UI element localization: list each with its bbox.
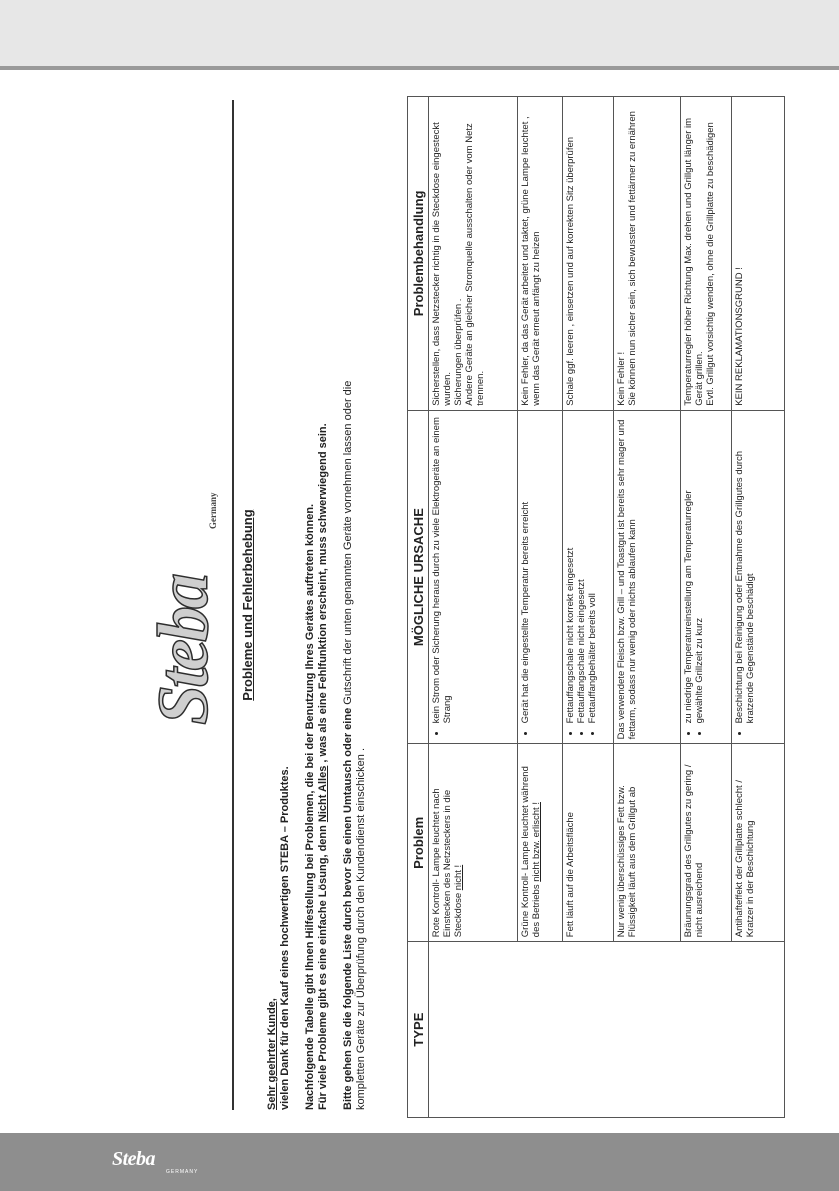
fix-cell	[681, 97, 732, 411]
footer-logo	[112, 1148, 202, 1174]
fix-cell	[732, 97, 785, 411]
fix-cell	[563, 97, 614, 411]
problem-cell	[732, 744, 785, 942]
problem-cell	[614, 744, 681, 942]
cause-item: • gewählte Grillzeit zu kurz	[694, 415, 705, 724]
nicht-alles: Nicht Alles	[317, 765, 329, 823]
problem-cell	[681, 744, 732, 942]
intro3-normal: Gutschrift der unten genannten Geräte vornehmen lassen oder die	[342, 380, 354, 708]
intro-line-2	[317, 100, 330, 1110]
cause-item: • Beschichtung bei Reinigung oder Entnahme des Grillgutes durch kratzende Gegenstände beschädigt	[734, 415, 756, 724]
logo-wordmark: Steba	[143, 575, 223, 725]
problem-cell	[518, 744, 563, 942]
thanks-line: vielen Dank für den Kauf eines hochwertigen STEBA – Produktes.	[279, 766, 291, 1110]
fix-line: Sicherungen überprüfen .	[453, 298, 464, 406]
problem-text: Grüne Kontroll- Lampe leuchtet während des Betriebs	[520, 766, 542, 938]
footer-wordmark: Steba	[112, 1148, 156, 1170]
salutation: Sehr geehrter Kunde,	[266, 998, 278, 1110]
header-type: TYPE	[408, 942, 429, 1118]
table-header-row	[408, 97, 429, 1118]
fix-line: KEIN REKLAMATIONSGRUND !	[734, 267, 745, 406]
top-bar	[0, 0, 839, 66]
troubleshooting-table	[407, 96, 785, 1118]
fix-line: Schale ggf. leeren , einsetzen und auf korrekten Sitz überprüfen	[565, 136, 576, 406]
cause-text: Das verwendete Fleisch bzw. Grill – und Toastgut ist bereits sehr mager und fettarm, sodass nur wenig oder nichts ablaufen kann	[616, 419, 638, 740]
problem-cell	[563, 744, 614, 942]
fix-line: Evtl. Grillgut vorsichtig wenden, ohne die Grillplatte zu beschädigen	[705, 122, 716, 406]
cause-item: • Fettauffangschale nicht korrekt eingesetzt	[565, 415, 576, 724]
cause-cell	[732, 410, 785, 744]
document-title: Probleme und Fehlerbehebung	[240, 509, 255, 701]
problem-text: Antihafteffekt der Grillplatte schlecht / Kratzer in der Beschichtung	[734, 780, 756, 938]
intro-line-3	[342, 100, 355, 1110]
intro-line-1: Nachfolgende Tabelle gibt Ihnen Hilfestellung bei Problemen, die bei der Benutzung Ihres Gerätes auftreten können.	[304, 503, 316, 1110]
header-fix: Problembehandlung	[408, 97, 429, 411]
fix-line: Andere Geräte an gleicher Stromquelle ausschalten oder vom Netz trennen.	[464, 123, 486, 406]
cause-cell	[614, 410, 681, 744]
cause-item: • Gerät hat die eingestellte Temperatur bereits erreicht	[520, 415, 531, 724]
fix-cell	[429, 97, 518, 411]
header-cause: MÖGLICHE URSACHE	[408, 410, 429, 744]
table-row	[429, 97, 518, 1118]
cause-cell	[518, 410, 563, 744]
cause-item: • Fettauffangschale nicht eingesetzt	[576, 415, 587, 724]
top-divider	[0, 66, 839, 70]
footer-subtext: GERMANY	[166, 1169, 199, 1175]
intro-text	[266, 100, 368, 1110]
logo-subtext: Germany	[208, 492, 218, 529]
cause-item: • Fettauffangbehälter bereits voll	[587, 415, 598, 724]
intro-line-4: kompletten Geräte zur Überprüfung durch den Kundendienst einschicken .	[355, 748, 367, 1110]
problem-text: Bräunungsgrad des Grillgutes zu gering / nicht ausreichend	[683, 764, 705, 938]
header-problem: Problem	[408, 744, 429, 942]
type-cell	[429, 942, 785, 1118]
title-rule	[232, 100, 234, 1110]
intro3-bold: Bitte gehen Sie die folgende Liste durch bevor Sie einen Umtausch oder eine	[342, 707, 354, 1110]
cause-cell	[429, 410, 518, 744]
fix-line: Temperaturregler höher Richtung Max. drehen und Grillgut länger im Gerät grillen.	[683, 117, 705, 406]
fix-line: Kein Fehler, da das Gerät arbeitet und taktet, grüne Lampe leuchtet , wenn das Gerät erneut anfängt zu heizen	[520, 116, 542, 406]
problem-text: Rote Kontroll- Lampe leuchtet nach Einstecken des Netzsteckers in die Steckdose	[431, 788, 464, 938]
problem-emphasis: nicht !	[453, 864, 464, 891]
intro2-pre: Für viele Probleme gibt es eine einfache Lösung, denn	[317, 822, 329, 1110]
problem-text: Nur wenig überschüssiges Fett bzw. Flüssigkeit läuft aus dem Grillgut ab	[616, 785, 638, 938]
steba-logo	[143, 465, 223, 725]
cause-cell	[563, 410, 614, 744]
fix-cell	[518, 97, 563, 411]
fix-line: Sie können nun sicher sein, sich bewusster und fettärmer zu ernähren	[627, 111, 638, 406]
fix-line: Kein Fehler !	[616, 351, 627, 406]
cause-cell	[681, 410, 732, 744]
problem-emphasis: nicht bzw. erlischt !	[531, 802, 542, 882]
problem-text: Fett läuft auf die Arbeitsfläche	[565, 812, 576, 938]
problem-cell	[429, 744, 518, 942]
fix-cell	[614, 97, 681, 411]
fix-line: Sicherstellen, dass Netzstecker richtig in die Steckdose eingesteckt wurden.	[431, 122, 453, 406]
rotated-document-page	[143, 90, 756, 1120]
cause-item: • zu niedrige Temperatureinstellung am Temperaturregler	[683, 415, 694, 724]
cause-item: • kein Strom oder Sicherung heraus durch zu viele Elektrogeräte an einem Strang	[431, 415, 453, 724]
intro2-post: , was als eine Fehlfunktion erscheint, muss schwerwiegend sein.	[317, 423, 329, 766]
